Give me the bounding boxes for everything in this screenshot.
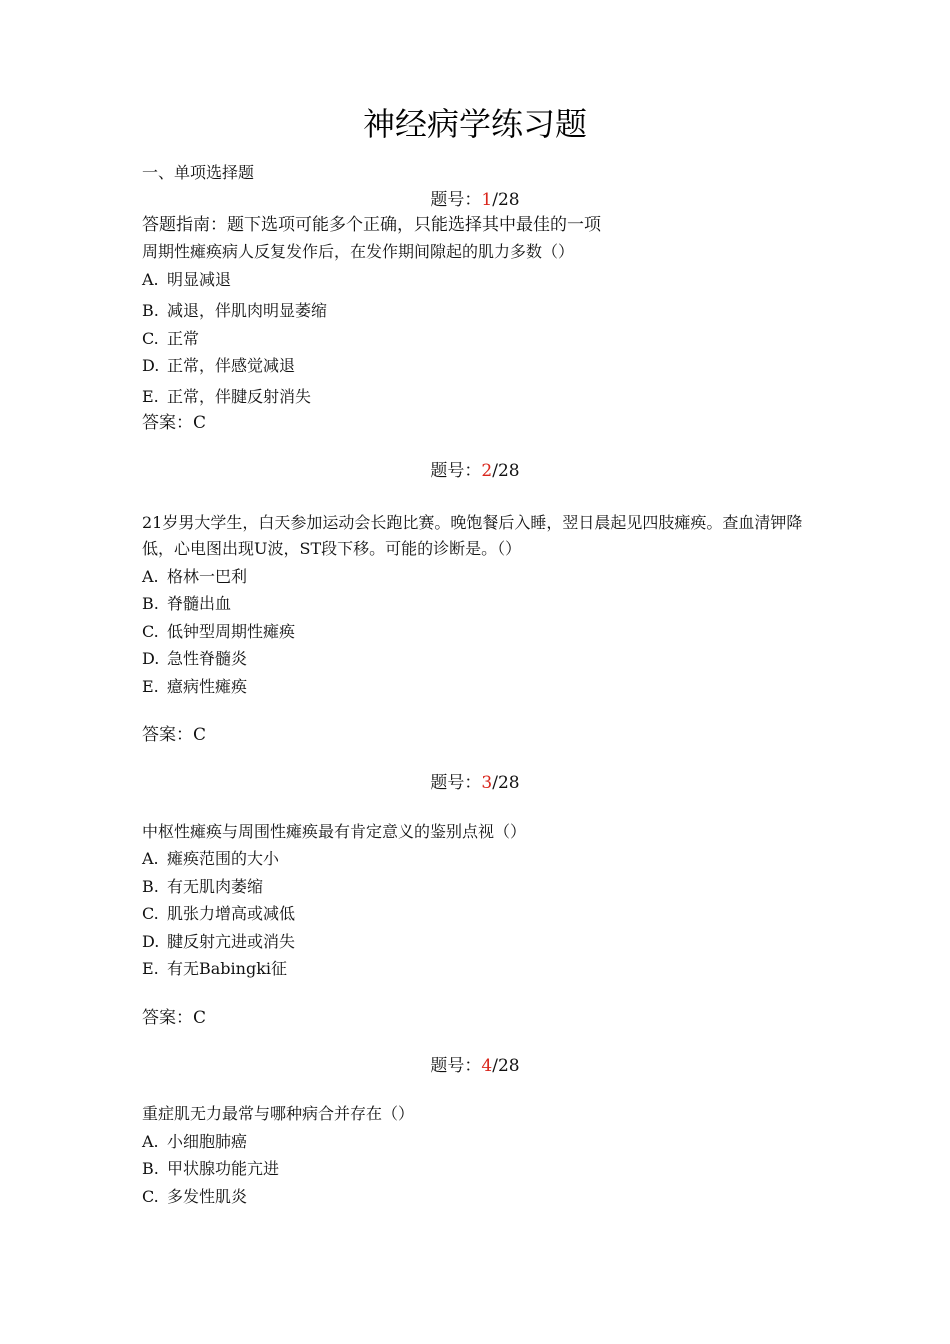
answer-value: C [193,1008,207,1028]
option-text: 腱反射亢进或消失 [167,932,296,951]
option-3a [142,848,279,870]
option-text: 低钟型周期性瘫痪 [167,622,296,641]
option-4a [142,1131,247,1153]
answer-3 [142,1006,206,1030]
option-4c [142,1186,247,1208]
option-letter: E. [142,677,159,696]
option-letter: D. [142,932,160,951]
option-letter: D. [142,649,160,668]
option-1a [142,269,231,291]
option-2b [142,593,231,615]
option-letter: A. [142,270,159,289]
question-number-current: 1 [481,190,493,210]
question-number-current: 4 [481,1056,493,1076]
option-letter: C. [142,329,159,348]
option-text: 正常 [167,329,200,348]
option-text: 瘫痪范围的大小 [167,849,280,868]
option-2c [142,621,295,643]
option-letter: D. [142,356,160,375]
section-heading: 一、单项选择题 [142,163,255,182]
option-letter: C. [142,622,159,641]
option-text: 癔病性瘫痪 [167,677,248,696]
question-number-3 [0,771,950,795]
answer-prefix: 答案： [142,413,193,433]
option-letter: E. [142,387,159,406]
option-3e [142,958,287,980]
option-letter: B. [142,877,159,896]
answer-value: C [193,413,207,433]
answer-2 [142,723,206,747]
option-text: 正常，伴腱反射消失 [167,387,312,406]
question-number-prefix: 题号： [430,461,482,481]
option-letter: A. [142,567,159,586]
option-letter: C. [142,904,159,923]
answer-1 [142,411,206,435]
option-letter: A. [142,849,159,868]
question-stem-1: 周期性瘫痪病人反复发作后，在发作期间隙起的肌力多数（） [142,242,575,261]
option-4b [142,1158,279,1180]
option-letter: B. [142,1159,159,1178]
option-text: 明显减退 [167,270,232,289]
question-number-4 [0,1054,950,1078]
question-number-prefix: 题号： [430,773,482,793]
option-1b [142,300,327,322]
option-2a [142,566,247,588]
question-number-total: /28 [492,773,520,793]
option-2e [142,676,247,698]
question-stem-2: 21岁男大学生，白天参加运动会长跑比赛。晚饱餐后入睡，翌日晨起见四肢瘫痪。查血清钾降低，心电图出现U波，ST段下移。可能的诊断是。（） [142,513,803,558]
question-number-prefix: 题号： [430,190,482,210]
option-1e [142,386,311,408]
option-text: 有无Babingki征 [167,959,288,978]
option-3d [142,931,295,953]
option-2d [142,648,247,670]
option-text: 减退，伴肌肉明显萎缩 [167,301,328,320]
question-number-current: 2 [481,461,493,481]
answer-value: C [193,725,207,745]
question-number-current: 3 [481,773,493,793]
question-number-total: /28 [492,461,520,481]
option-1d [142,355,295,377]
option-text: 肌张力增高或减低 [167,904,296,923]
option-text: 脊髓出血 [167,594,232,613]
question-number-total: /28 [492,190,520,210]
option-3b [142,876,263,898]
question-number-prefix: 题号： [430,1056,482,1076]
option-1c [142,328,199,350]
page-title: 神经病学练习题 [362,105,587,143]
answer-prefix: 答案： [142,1008,193,1028]
option-text: 急性脊髓炎 [167,649,248,668]
question-number-2 [0,459,950,483]
question-stem-3: 中枢性瘫痪与周围性瘫痪最有肯定意义的鉴别点视（） [142,822,527,841]
option-text: 有无肌肉萎缩 [167,877,264,896]
option-letter: A. [142,1132,159,1151]
question-number-total: /28 [492,1056,520,1076]
answer-guide: 答题指南：题下选项可能多个正确，只能选择其中最佳的一项 [142,215,601,235]
option-letter: E. [142,959,159,978]
option-text: 格林一巴利 [167,567,248,586]
option-text: 正常，伴感觉减退 [167,356,296,375]
answer-prefix: 答案： [142,725,193,745]
option-text: 甲状腺功能亢进 [167,1159,280,1178]
option-text: 小细胞肺癌 [167,1132,248,1151]
question-stem-4: 重症肌无力最常与哪种病合并存在（） [142,1104,415,1123]
option-3c [142,903,295,925]
option-letter: B. [142,301,159,320]
option-text: 多发性肌炎 [167,1187,248,1206]
question-number-1 [0,188,950,212]
option-letter: C. [142,1187,159,1206]
option-letter: B. [142,594,159,613]
